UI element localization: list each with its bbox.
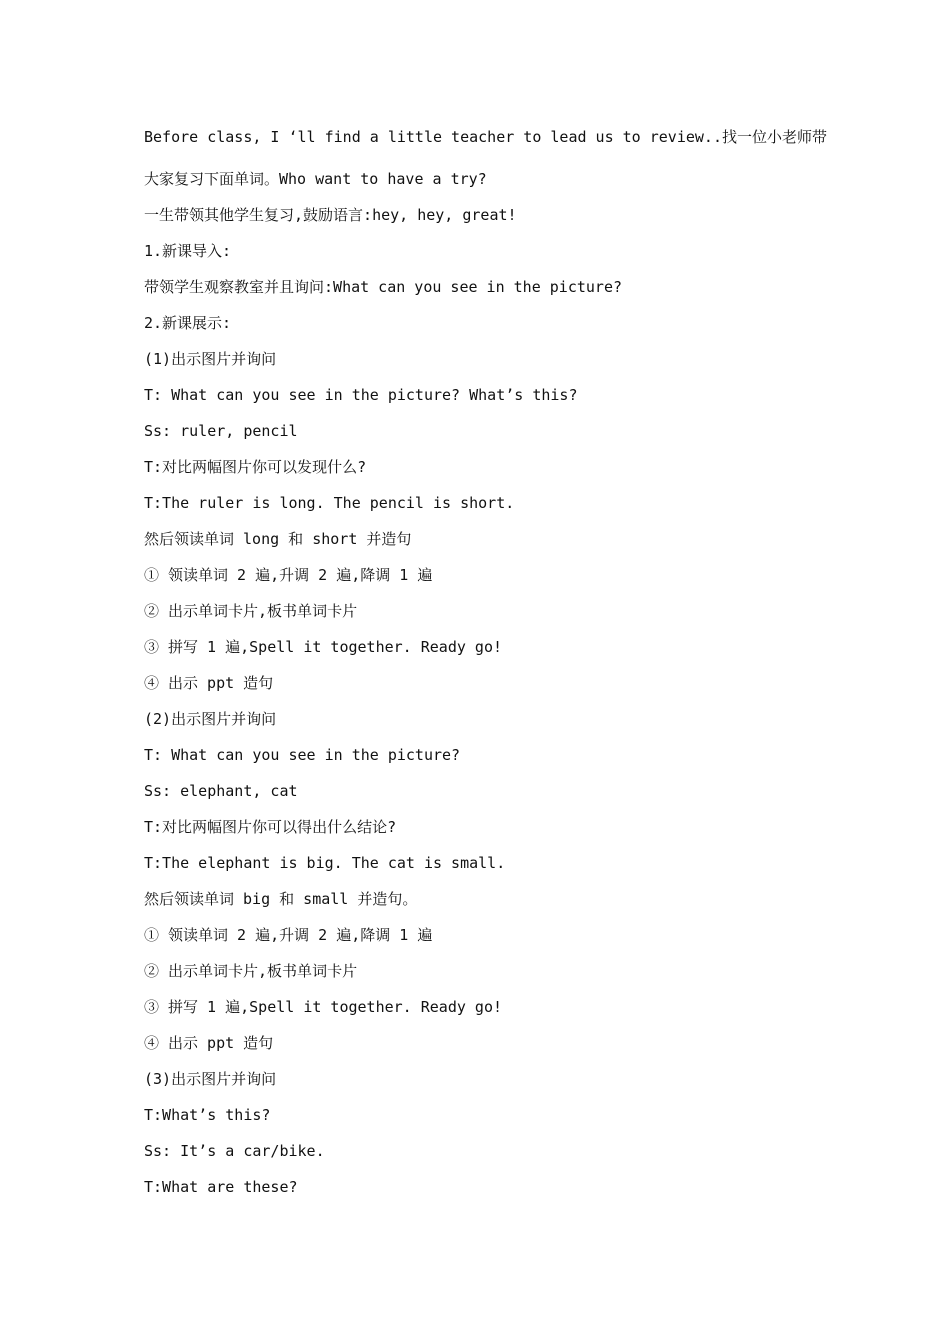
text-line: Ss: elephant, cat bbox=[144, 782, 298, 800]
text-line: 大家复习下面单词。Who want to have a try? bbox=[144, 170, 487, 188]
list-item: ① 领读单词 2 遍,升调 2 遍,降调 1 遍 bbox=[144, 566, 433, 584]
document-body bbox=[144, 126, 827, 1212]
section-heading: 1.新课导入: bbox=[144, 242, 232, 260]
list-item: ① 领读单词 2 遍,升调 2 遍,降调 1 遍 bbox=[144, 926, 433, 944]
text-line: T:The ruler is long. The pencil is short. bbox=[144, 494, 515, 512]
subsection-heading: (3)出示图片并询问 bbox=[144, 1070, 277, 1088]
text-line: T: What can you see in the picture? bbox=[144, 746, 461, 764]
list-item: ④ 出示 ppt 造句 bbox=[144, 1034, 274, 1052]
text-line: T: What can you see in the picture? What’s this? bbox=[144, 386, 578, 404]
subsection-heading: (1)出示图片并询问 bbox=[144, 350, 277, 368]
text-line: Ss: ruler, pencil bbox=[144, 422, 298, 440]
text-line: T:对比两幅图片你可以发现什么? bbox=[144, 458, 367, 476]
list-item: ② 出示单词卡片,板书单词卡片 bbox=[144, 602, 358, 620]
text-line: T:对比两幅图片你可以得出什么结论? bbox=[144, 818, 397, 836]
text-line: T:What’s this? bbox=[144, 1106, 271, 1124]
text-line: Ss: It’s a car/bike. bbox=[144, 1142, 325, 1160]
list-item: ③ 拼写 1 遍,Spell it together. Ready go! bbox=[144, 998, 503, 1016]
text-line: 然后领读单词 big 和 small 并造句。 bbox=[144, 890, 418, 908]
text-line: T:What are these? bbox=[144, 1178, 298, 1196]
section-heading: 2.新课展示: bbox=[144, 314, 232, 332]
text-line: T:The elephant is big. The cat is small. bbox=[144, 854, 506, 872]
text-line: 一生带领其他学生复习,鼓励语言:hey, hey, great! bbox=[144, 206, 517, 224]
text-line: Before class, I ‘ll find a little teacher to lead us to review..找一位小老师带 bbox=[144, 128, 827, 146]
list-item: ④ 出示 ppt 造句 bbox=[144, 674, 274, 692]
subsection-heading: (2)出示图片并询问 bbox=[144, 710, 277, 728]
text-line: 然后领读单词 long 和 short 并造句 bbox=[144, 530, 412, 548]
list-item: ③ 拼写 1 遍,Spell it together. Ready go! bbox=[144, 638, 503, 656]
text-line: 带领学生观察教室并且询问:What can you see in the picture? bbox=[144, 278, 623, 296]
list-item: ② 出示单词卡片,板书单词卡片 bbox=[144, 962, 358, 980]
